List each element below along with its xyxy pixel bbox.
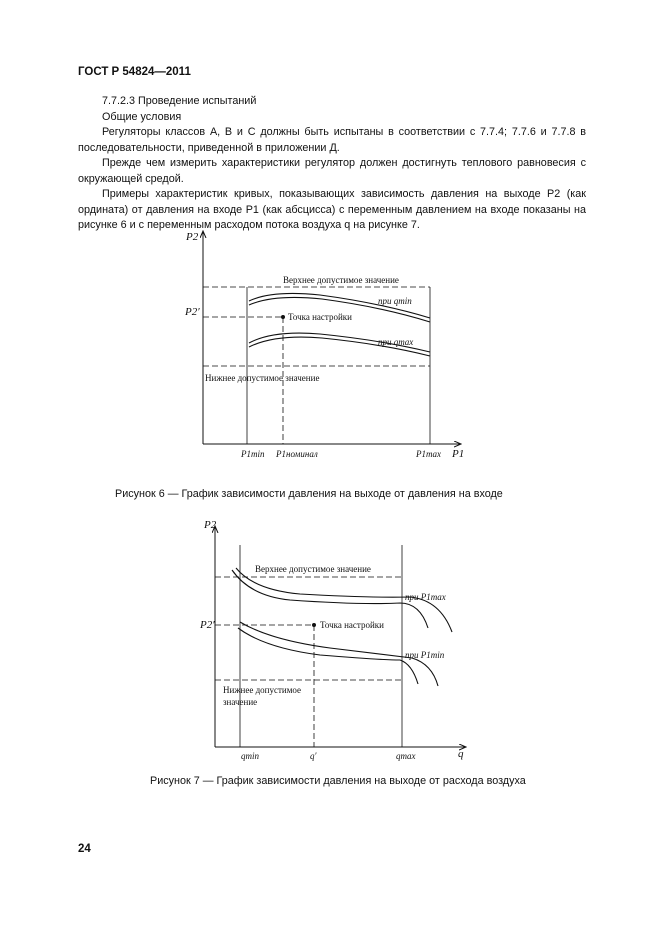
fig6-xtick-p1min: P1min	[241, 449, 265, 459]
fig7-curve-p1min-1	[238, 628, 418, 684]
fig6-xtick-p1nom: P1номинал	[276, 449, 318, 459]
fig6-lower-limit-label: Нижнее допустимое значение	[205, 373, 320, 383]
fig7-xtick-qmax: qmax	[396, 751, 416, 761]
paragraph-1: Регуляторы классов А, В и С должны быть испытаны в соответствии с 7.7.4; 7.7.6 и 7.7.8 в последовательности, приведенной в приложении Д.	[78, 126, 586, 154]
fig7-xtick-q-prime: q′	[310, 751, 317, 761]
fig6-curve-qmax-1	[249, 333, 430, 352]
section-heading: 7.7.2.3 Проведение испытаний	[102, 95, 257, 107]
fig6-setpoint-label: Точка настройки	[288, 312, 352, 322]
fig6-upper-limit-label: Верхнее допустимое значение	[283, 275, 399, 285]
paragraph-2: Прежде чем измерить характеристики регулятор должен достигнуть теплового равновесия с окружающей средой.	[78, 157, 586, 185]
fig7-x-axis-label: q	[458, 748, 464, 760]
subheading: Общие условия	[102, 110, 182, 123]
fig7-xtick-qmin: qmin	[241, 751, 259, 761]
fig7-setpoint-y-label: P2′	[200, 619, 215, 631]
fig6-y-axis-label: P2	[186, 231, 199, 243]
fig7-curve-p1max-2	[236, 568, 452, 632]
fig6-x-axis-label: P1	[452, 448, 465, 460]
fig6-curve-qmin-label: при qmin	[378, 296, 412, 306]
fig7-lower-limit-label-2: значение	[223, 697, 258, 707]
body-text	[78, 94, 586, 234]
fig7-curve-p1min-label: при P1min	[405, 650, 445, 660]
fig7-y-axis-label: P2	[204, 519, 217, 531]
fig7-curve-p1min-2	[240, 622, 438, 686]
fig6-xtick-p1max: P1max	[416, 449, 441, 459]
fig6-setpoint-dot	[281, 315, 285, 319]
document-header: ГОСТ Р 54824—2011	[78, 66, 191, 78]
figure-6	[203, 232, 460, 444]
fig6-curve-qmin-1	[249, 293, 430, 318]
figure-7	[215, 527, 465, 747]
fig6-curve-qmax-label: при qmax	[378, 337, 414, 347]
fig6-curve-qmin-2	[249, 297, 430, 322]
fig7-setpoint-dot	[312, 623, 316, 627]
fig7-curve-p1max-label: при P1max	[405, 592, 446, 602]
fig6-curve-qmax-2	[249, 337, 430, 356]
figure-7-caption: Рисунок 7 — График зависимости давления на выходе от расхода воздуха	[150, 775, 526, 787]
paragraph-3: Примеры характеристик кривых, показывающих зависимость давления на выходе P2 (как ордината) от давления на входе P1 (как абсцисса) с переменным давлением на входе показаны на рисунке 6 и с переменным расходом потока воздуха q на рисунке 7.	[78, 188, 586, 231]
fig7-curve-p1max-1	[232, 570, 428, 628]
fig7-lower-limit-label-1: Нижнее допустимое	[223, 685, 302, 695]
fig7-upper-limit-label: Верхнее допустимое значение	[255, 564, 371, 574]
page-number: 24	[78, 843, 91, 855]
fig7-setpoint-label: Точка настройки	[320, 620, 384, 630]
fig6-setpoint-y-label: P2′	[185, 306, 200, 318]
figure-6-caption: Рисунок 6 — График зависимости давления на выходе от давления на входе	[115, 488, 503, 500]
